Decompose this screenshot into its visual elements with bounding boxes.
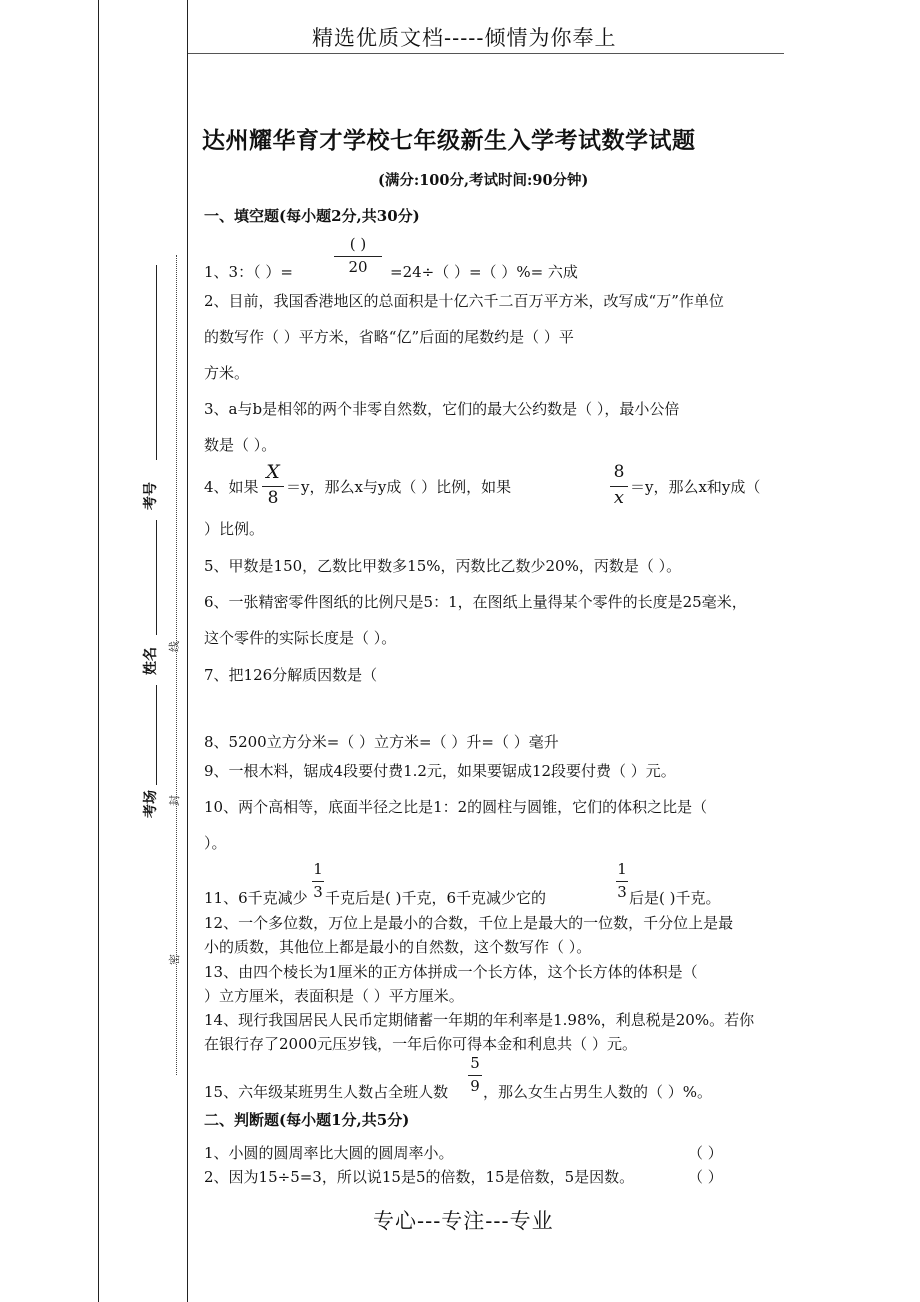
exam-subtitle: (满分:100分,考试时间:90分钟) [378, 172, 589, 189]
secret-char: 密 [168, 954, 181, 965]
margin-rule-right [187, 0, 188, 1302]
q15-text-a: 15、六年级某班男生人数占全班人数 [204, 1083, 449, 1101]
q2-line2: 的数写作（ ）平方米，省略“亿”后面的尾数约是（ ）平 [204, 328, 574, 346]
q1-fraction-bar [334, 256, 382, 257]
header-rule [188, 53, 784, 54]
q1-fraction-denominator: 20 [348, 258, 368, 276]
exam-number-underline [156, 265, 157, 460]
q12-line2: 小的质数，其他位上都是最小的自然数，这个数写作（ ）。 [204, 938, 592, 956]
q1-fraction-numerator: ( ) [349, 235, 367, 253]
q12-line1: 12、一个多位数，万位上是最小的合数，千位上是最大的一位数，千分位上是最 [204, 914, 734, 932]
judge2-answer-paren: （ ） [688, 1168, 723, 1186]
q14-line1: 14、现行我国居民人民币定期储蓄一年期的年利率是1.98%，利息税是20%。若你 [204, 1011, 755, 1029]
q2-line3: 方米。 [204, 364, 250, 382]
page-footer: 专心---专注---专业 [373, 1209, 554, 1233]
exam-title: 达州耀华育才学校七年级新生入学考试数学试题 [202, 127, 696, 154]
room-underline [156, 685, 157, 785]
page-header: 精选优质文档-----倾情为你奉上 [312, 26, 617, 50]
q15-fraction-numerator: 5 [470, 1054, 480, 1072]
q4-fraction1-denominator: 8 [267, 488, 279, 508]
q4-fraction2-denominator: x [613, 487, 625, 508]
q4-fraction1-bar [262, 486, 284, 487]
margin-rule-left [98, 0, 99, 1302]
q4-fraction1-numerator: X [266, 461, 280, 483]
q13-line1: 13、由四个棱长为1厘米的正方体拼成一个长方体，这个长方体的体积是（ [204, 963, 698, 981]
q1-text-a: 1、3：（ ）= [204, 263, 293, 281]
q11-fraction2-denominator: 3 [617, 883, 627, 901]
q11-text-b: 千克后是( )千克，6千克减少它的 [325, 889, 547, 907]
q6-line1: 6、一张精密零件图纸的比例尺是5：1，在图纸上量得某个零件的长度是25毫米， [204, 593, 747, 611]
q5-text: 5、甲数是150，乙数比甲数多15%，丙数比乙数少20%，丙数是（ ）。 [204, 557, 682, 575]
q4-text-b: ＝y，那么x与y成（ ）比例，如果 [286, 478, 512, 496]
q15-fraction-bar [468, 1075, 482, 1076]
seal-char: 封 [168, 795, 181, 806]
q8-text: 8、5200立方分米=（ ）立方米=（ ）升=（ ）毫升 [204, 733, 559, 751]
q11-fraction1-bar [312, 881, 324, 882]
q4-text-a: 4、如果 [204, 478, 259, 496]
q14-line2: 在银行存了2000元压岁钱，一年后你可得本金和利息共（ ）元。 [204, 1035, 637, 1053]
judge1-text: 1、小圆的圆周率比大圆的圆周率小。 [204, 1144, 454, 1162]
q11-fraction2-numerator: 1 [617, 860, 627, 878]
q15-fraction-denominator: 9 [470, 1077, 480, 1095]
q4-text-c: ＝y，那么x和y成（ [630, 478, 761, 496]
q10-line2: ）。 [204, 834, 227, 852]
line-char: 线 [168, 641, 181, 652]
q10-line1: 10、两个高相等，底面半径之比是1：2的圆柱与圆锥，它们的体积之比是（ [204, 798, 708, 816]
q4-fraction2-numerator: 8 [613, 462, 625, 482]
q11-fraction2-bar [616, 881, 628, 882]
q9-text: 9、一根木料，锯成4段要付费1.2元，如果要锯成12段要付费（ ）元。 [204, 762, 676, 780]
q11-text-a: 11、6千克减少 [204, 889, 308, 907]
q11-text-c: 后是( )千克。 [629, 889, 721, 907]
exam-number-label: 考号 [143, 482, 159, 510]
exam-room-label: 考场 [143, 790, 159, 818]
q15-text-b: ，那么女生占男生人数的（ ）%。 [483, 1083, 713, 1101]
q11-fraction1-numerator: 1 [313, 860, 323, 878]
q3-line2: 数是（ ）。 [204, 436, 277, 454]
q2-line1: 2、目前，我国香港地区的总面积是十亿六千二百万平方米，改写成“万”作单位 [204, 292, 724, 310]
judge1-answer-paren: （ ） [688, 1144, 723, 1162]
q11-fraction1-denominator: 3 [313, 883, 323, 901]
q7-text: 7、把126分解质因数是（ [204, 666, 378, 684]
judge2-text: 2、因为15÷5=3，所以说15是5的倍数，15是倍数，5是因数。 [204, 1168, 635, 1186]
section1-title: 一、填空题(每小题2分,共30分) [204, 207, 420, 225]
name-underline [156, 520, 157, 635]
section2-title: 二、判断题(每小题1分,共5分) [204, 1111, 410, 1129]
q13-line2: ）立方厘米，表面积是（ ）平方厘米。 [204, 987, 464, 1005]
q1-text-b: =24÷（ ）=（ ）%= 六成 [390, 263, 578, 281]
q4-line2: ）比例。 [204, 520, 265, 538]
q6-line2: 这个零件的实际长度是（ ）。 [204, 629, 397, 647]
name-label: 姓名 [143, 647, 159, 675]
seal-dotted-line [176, 255, 177, 1075]
q3-line1: 3、a与b是相邻的两个非零自然数，它们的最大公约数是（ ），最小公倍 [204, 400, 680, 418]
